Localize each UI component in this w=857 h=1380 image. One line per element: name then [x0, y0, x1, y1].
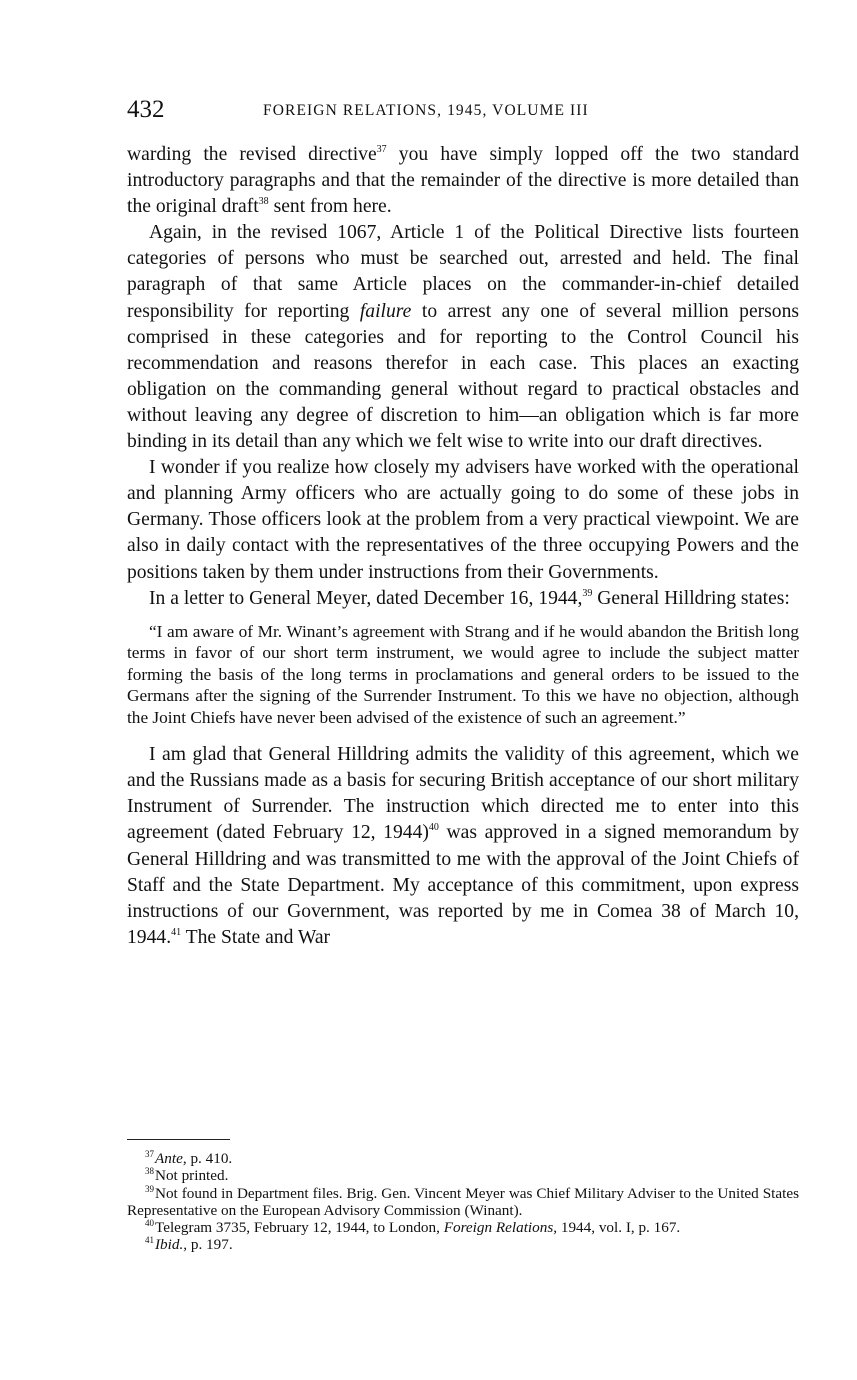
footnote-ref-38[interactable]: 38 [258, 196, 269, 208]
page-number: 432 [127, 96, 165, 123]
block-quote [127, 621, 799, 729]
footnote-ref-39[interactable]: 39 [582, 587, 593, 599]
paragraph-1: warding the revised directive$^{37}$ you have simply lopped off the two standard introductory paragraphs and that the remainder of the directive is more detailed than the original draft$^{38}$ sent from here. [127, 144, 799, 218]
footnote-39: $^{39}$Not found in Department files. Brig. Gen. Vincent Meyer was Chief Military Adviser to the United States Representative on the European Advisory Commission (Winant). [127, 1183, 799, 1219]
footnote-ref-41[interactable]: 41 [171, 926, 182, 938]
page-header [127, 96, 799, 126]
paragraph-2: Again, in the revised 1067, Article 1 of the Political Directive lists fourteen categories of persons who must be searched out, arrested and held. The final paragraph of that same Article places on the commander-in-chief detailed responsibility for reporting failure to arrest any one of several million persons comprised in these categories and for reporting to the Control Council his recommendation and reasons therefor in each case. This places an exacting obligation on the commanding general without regard to practical obstacles and without leaving any degree of discretion to him—an obligation which is far more binding in its detail than any which we felt wise to write into our draft directives. [127, 222, 800, 453]
footnote-ref-37[interactable]: 37 [376, 144, 387, 155]
paragraph-3: I wonder if you realize how closely my advisers have worked with the operational and planning Army officers who are actually going to do some of these jobs in Germany. Those officers look at the problem from a very practical viewpoint. We are also in daily contact with the representatives of the three occupying Powers and the positions taken by them under instructions from their Governments. [127, 457, 799, 583]
paragraph-5: I am glad that General Hilldring admits the validity of this agreement, which we and the Russians made as a basis for securing British acceptance of our short military Instrument of Surrender. The instruction which directed me to enter into this agreement (dated February 12, 1944)$^{40}$ was approved in a signed memorandum by General Hilldring and was transmitted to me with the approval of the Joint Chiefs of Staff and the State Department. My acceptance of this commitment, upon express instructions of our Government, was reported by me in Comea 38 of March 10, 1944.41 The State and War [127, 744, 799, 948]
quote-text: “I am aware of Mr. Winant’s agreement with Strang and if he would abandon the British long terms in favor of our short term instrument, we would agree to include the subject matter forming the basis of the long terms in proclamations and general orders to be issued to the Germans after the signing of the Surrender Instrument. To this we have no objection, although the Joint Chiefs have never been advised of the existence of such an agreement.” [127, 621, 799, 727]
footnote-ref-40[interactable]: 40 [428, 822, 439, 834]
paragraph-4: In a letter to General Meyer, dated December 16, 1944,39 General Hilldring states: [149, 587, 790, 609]
footnote-41: $^{41}$Ibid., p. 197. [145, 1235, 233, 1254]
footnote-38: $^{38}$Not printed. [145, 1166, 229, 1185]
running-head: FOREIGN RELATIONS, 1945, VOLUME III [263, 102, 589, 119]
footnotes [127, 1150, 799, 1254]
body-text [127, 142, 799, 951]
footnote-divider [127, 1139, 230, 1140]
footnote-40: $^{40}$Telegram 3735, February 12, 1944, to London, Foreign Relations, 1944, vol. I, p. 167. [145, 1218, 681, 1237]
footnote-37: $^{37}$Ante, p. 410. [145, 1149, 233, 1167]
